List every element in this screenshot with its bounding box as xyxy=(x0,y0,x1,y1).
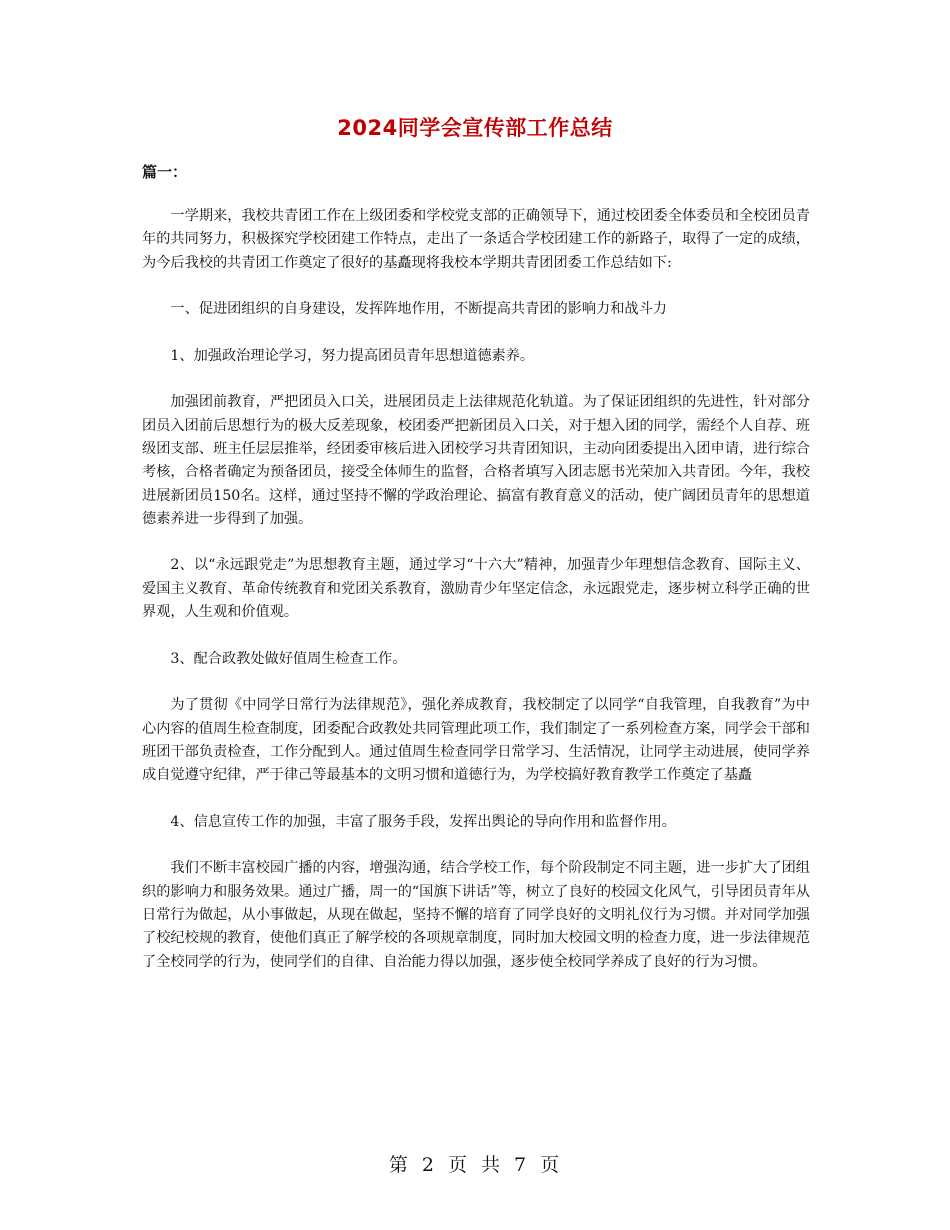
section-label: 篇一： xyxy=(142,163,188,181)
subheading-4: 4、信息宣传工作的加强，丰富了服务手段，发挥出舆论的导向作用和监督作用。 xyxy=(170,813,676,830)
paragraph-3: 为了贯彻《中同学日常行为法律规范》，强化养成教育，我校制定了以同学“自我管理，自我教育”为中心内容的值周生检查制度，团委配合政教处共同管理此项工作，我们制定了一系列检查方案，同学会干部和班团干部负责检查，工作分配到人。通过值周生检查同学日常学习、生活情况，让同学主动进展，使同学养成自觉遵守纪律，严于律己等最基本的文明习惯和道德行为，为学校搞好教育教学工作奠定了基矗 xyxy=(142,697,810,784)
paragraph-4: 我们不断丰富校园广播的内容，增强沟通，结合学校工作，每个阶段制定不同主题，进一步扩大了团组织的影响力和服务效果。通过广播，周一的“国旗下讲话”等，树立了良好的校园文化风气，引导团员青年从日常行为做起，从小事做起，从现在做起，坚持不懈的培育了同学良好的文明礼仪行为习惯。并对同学加强了校纪校规的教育，使他们真正了解学校的各项规章制度，同时加大校园文明的检查力度，进一步法律规范了全校同学的行为，使同学们的自律、自治能力得以加强，逐步使全校同学养成了良好的行为习惯。 xyxy=(142,860,810,970)
heading-section-1: 一、促进团组织的自身建设，发挥阵地作用，不断提高共青团的影响力和战斗力 xyxy=(170,301,667,318)
paragraph-intro: 一学期来，我校共青团工作在上级团委和学校党支部的正确领导下，通过校团委全体委员和全校团员青年的共同努力，积极探究学校团建工作特点，走出了一条适合学校团建工作的新路子，取得了一定的成绩，为今后我校的共青团工作奠定了很好的基矗现将我校本学期共青团团委工作总结如下: xyxy=(142,208,810,271)
subheading-3: 3、配合政教处做好值周生检查工作。 xyxy=(170,650,407,667)
document-title: 2024同学会宣传部工作总结 xyxy=(337,116,613,140)
subheading-1: 1、加强政治理论学习，努力提高团员青年思想道德素养。 xyxy=(170,347,535,364)
page-footer: 第 2 页 共 7 页 xyxy=(388,1154,562,1176)
subheading-2: 2、以“永远跟党走”为思想教育主题，通过学习“十六大”精神，加强青少年理想信念教育、国际主义、爱国主义教育、革命传统教育和党团关系教育，激励青少年坚定信念，永远跟党走，逐步树立科学正确的世界观，人生观和价值观。 xyxy=(142,557,810,621)
paragraph-1: 加强团前教育，严把团员入口关，进展团员走上法律规范化轨道。为了保证团组织的先进性，针对部分团员入团前后思想行为的极大反差现象，校团委严把新团员入口关，对于想入团的同学，需经个人自荐、班级团支部、班主任层层推举，经团委审核后进入团校学习共青团知识，主动向团委提出入团申请，进行综合考核，合格者确定为预备团员，接受全体师生的监督，合格者填写入团志愿书光荣加入共青团。今年，我校进展新团员150名。这样，通过坚持不懈的学政治理论、搞富有教育意义的活动，使广阔团员青年的思想道德素养进一步得到了加强。 xyxy=(142,394,810,527)
document-body xyxy=(142,205,810,997)
